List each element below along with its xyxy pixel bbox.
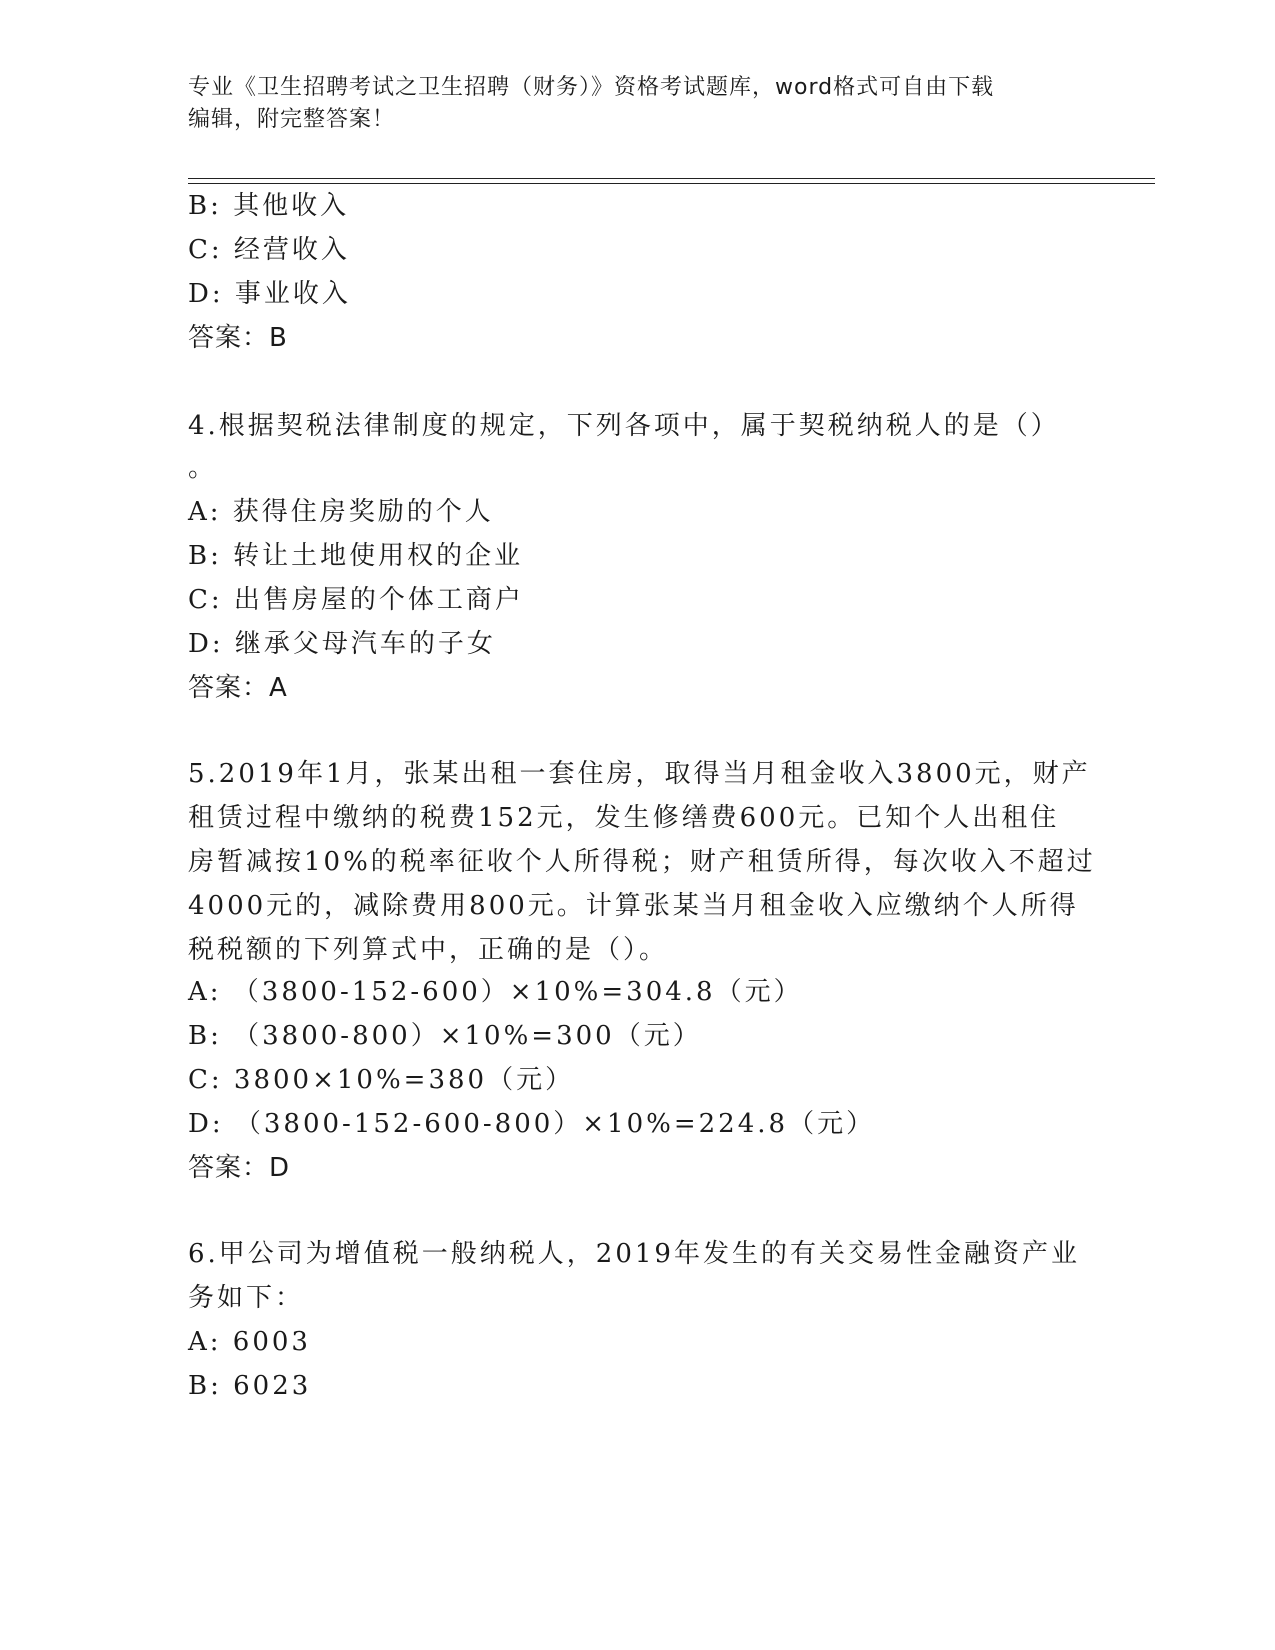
header-line-2: 编辑，附完整答案！ [188,107,396,132]
header-divider-top [188,178,1155,179]
q3-answer: 答案：B [188,323,288,353]
q3-option-b: B: 其他收入 [188,191,350,221]
header-divider-bottom [188,183,1155,184]
q5-option-c: C: 3800×10%=380（元） [188,1065,575,1095]
q5-stem-line-2: 租赁过程中缴纳的税费152元，发生修缮费600元。已知个人出租住 [188,803,1060,833]
q3-option-c: C: 经营收入 [188,235,350,265]
q4-option-c: C: 出售房屋的个体工商户 [188,585,524,615]
header-line-1: 专业《卫生招聘考试之卫生招聘（财务）》资格考试题库，word格式可自由下载 [188,75,995,100]
q4-stem-line-1: 4.根据契税法律制度的规定，下列各项中，属于契税纳税人的是（） [188,411,1060,441]
q4-option-a: A: 获得住房奖励的个人 [188,497,494,527]
q4-option-b: B: 转让土地使用权的企业 [188,541,524,571]
q6-option-a: A: 6003 [188,1327,311,1357]
q4-answer: 答案：A [188,673,288,703]
q5-stem-line-1: 5.2019年1月，张某出租一套住房，取得当月租金收入3800元，财产 [188,759,1091,789]
q5-option-a: A: （3800-152-600）×10%=304.8（元） [188,977,803,1007]
q6-stem-line-2: 务如下： [188,1283,305,1313]
document-header [188,72,1088,136]
q5-stem-line-5: 税税额的下列算式中，正确的是（）。 [188,935,669,965]
q5-option-d: D: （3800-152-600-800）×10%=224.8（元） [188,1109,876,1139]
q4-option-d: D: 继承父母汽车的子女 [188,629,496,659]
q5-option-b: B: （3800-800）×10%=300（元） [188,1021,702,1051]
q6-option-b: B: 6023 [188,1371,312,1401]
q5-stem-line-3: 房暂减按10%的税率征收个人所得税；财产租赁所得，每次收入不超过 [188,847,1096,877]
q4-stem-line-2: 。 [188,453,218,483]
q5-stem-line-4: 4000元的，减除费用800元。计算张某当月租金收入应缴纳个人所得 [188,891,1079,921]
q6-stem-line-1: 6.甲公司为增值税一般纳税人，2019年发生的有关交易性金融资产业 [188,1239,1080,1269]
q5-answer: 答案：D [188,1153,291,1183]
q3-option-d: D: 事业收入 [188,279,351,309]
